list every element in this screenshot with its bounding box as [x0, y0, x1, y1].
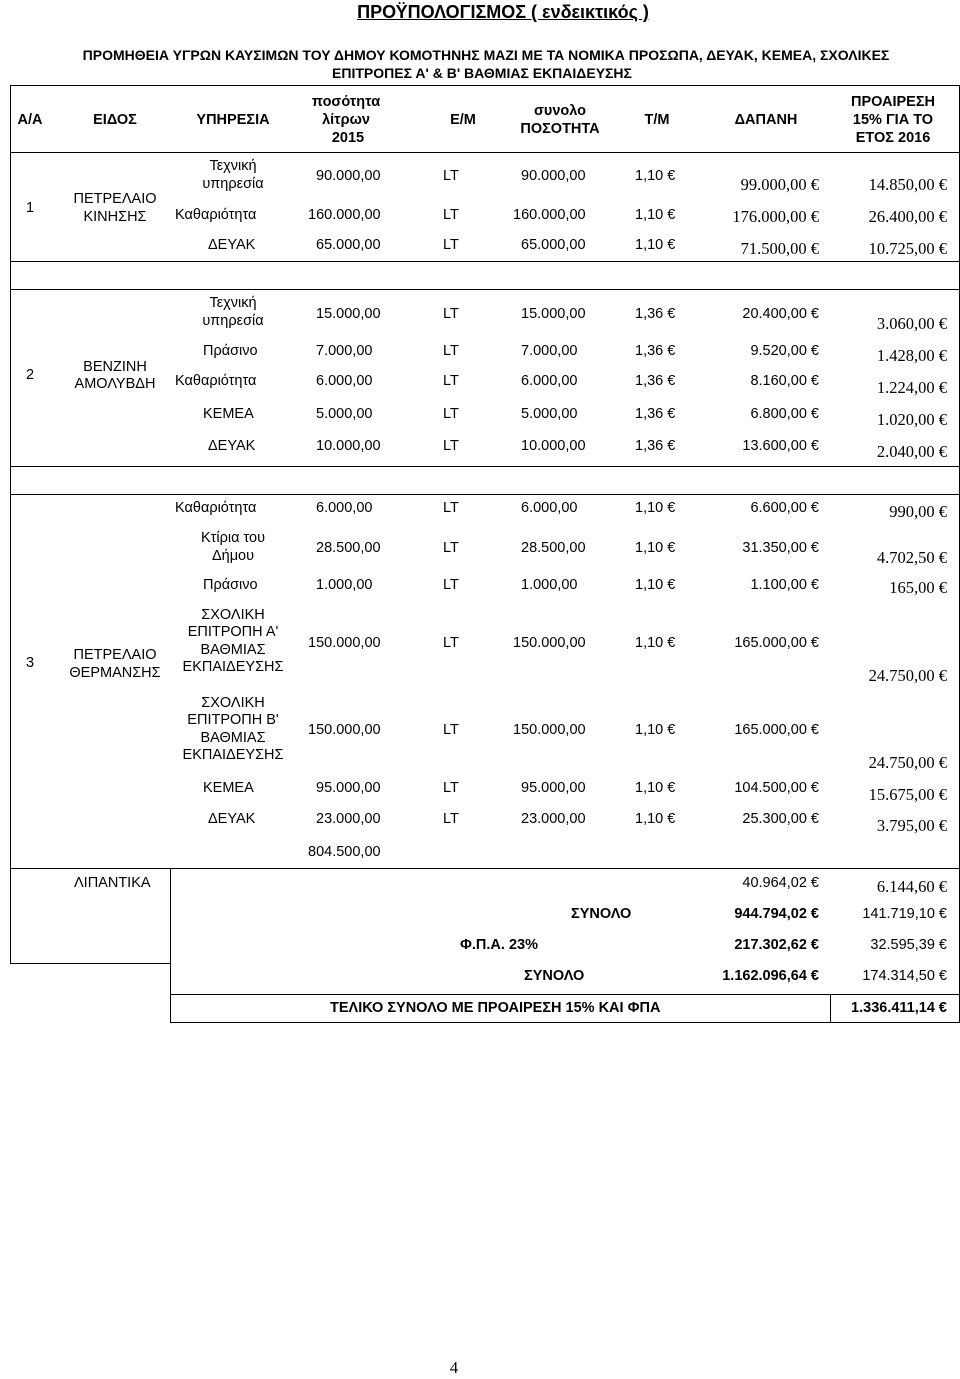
- s2-r4-qty: 5.000,00: [316, 406, 373, 422]
- s2-r1-service-2: υπηρεσία: [202, 313, 264, 329]
- header-row-divider: [10, 152, 960, 153]
- s1-r1-service-2: υπηρεσία: [202, 176, 264, 192]
- section-3-bottom: [10, 868, 960, 869]
- header-dapani: ΔΑΠΑΝΗ: [734, 112, 798, 128]
- section-1-type-1: ΠΕΤΡΕΛΑΙΟ: [73, 191, 157, 207]
- s3-r6-cost: 104.500,00 €: [734, 780, 819, 796]
- s1-r1-qty: 90.000,00: [316, 168, 381, 184]
- s2-r5-unit: LT: [443, 438, 459, 454]
- s1-r2-unit: LT: [443, 207, 459, 223]
- section-3-type-2: ΘΕΡΜΑΝΣΗΣ: [69, 665, 161, 681]
- s3-r5-total: 150.000,00: [513, 722, 586, 738]
- s1-r2-prov: 26.400,00 €: [868, 207, 947, 226]
- s3-r4-prov: 24.750,00 €: [868, 666, 947, 685]
- s3-r3-unit: LT: [443, 577, 459, 593]
- s2-r3-service: Καθαριότητα: [175, 373, 257, 389]
- s1-r1-service-1: Τεχνική: [209, 158, 257, 174]
- total-2-cost: 1.162.096,64 €: [722, 968, 819, 984]
- s1-r1-price: 1,10 €: [635, 168, 676, 184]
- s3-r1-total: 6.000,00: [521, 500, 578, 516]
- s3-r1-price: 1,10 €: [635, 500, 676, 516]
- s3-r5-price: 1,10 €: [635, 722, 676, 738]
- s3-r1-unit: LT: [443, 500, 459, 516]
- s1-r3-unit: LT: [443, 237, 459, 253]
- s3-r3-total: 1.000,00: [521, 577, 578, 593]
- s3-r4-price: 1,10 €: [635, 635, 676, 651]
- page-number: 4: [449, 1358, 459, 1377]
- s3-r2-qty: 28.500,00: [316, 540, 381, 556]
- s3-r7-cost: 25.300,00 €: [742, 811, 819, 827]
- s2-r2-cost: 9.520,00 €: [750, 343, 819, 359]
- header-ypiresia: ΥΠΗΡΕΣΙΑ: [196, 112, 270, 128]
- table-border-left: [10, 85, 11, 963]
- header-proairesi-3: ΕΤΟΣ 2016: [855, 130, 931, 146]
- s2-r2-unit: LT: [443, 343, 459, 359]
- lipantika-label: ΛΙΠΑΝΤΙΚΑ: [74, 875, 151, 891]
- header-proairesi-1: ΠΡΟΑΙΡΕΣΗ: [850, 94, 936, 110]
- s3-r3-prov: 165,00 €: [889, 578, 947, 597]
- s2-r3-qty: 6.000,00: [316, 373, 373, 389]
- lipantika-cost: 40.964,02 €: [742, 875, 819, 891]
- s2-r3-unit: LT: [443, 373, 459, 389]
- s2-r1-total: 15.000,00: [521, 306, 586, 322]
- s1-r2-qty: 160.000,00: [308, 207, 381, 223]
- s3-r5-service-4: ΕΚΠΑΙΔΕΥΣΗΣ: [182, 747, 284, 763]
- s3-r4-total: 150.000,00: [513, 635, 586, 651]
- s3-r3-qty: 1.000,00: [316, 577, 373, 593]
- header-tm: Τ/Μ: [644, 112, 670, 128]
- s3-r5-prov: 24.750,00 €: [868, 753, 947, 772]
- s1-r3-total: 65.000,00: [521, 237, 586, 253]
- lipantika-prov: 6.144,60 €: [876, 877, 947, 896]
- section-2-type-2: ΑΜΟΛΥΒΔΗ: [74, 376, 156, 392]
- s3-r6-service: ΚΕΜΕΑ: [203, 780, 254, 796]
- spacer-row-1-bottom: [10, 289, 960, 290]
- s3-r6-total: 95.000,00: [521, 780, 586, 796]
- subtitle-line-1: ΠΡΟΜΗΘΕΙΑ ΥΓΡΩΝ ΚΑΥΣΙΜΩΝ ΤΟΥ ΔΗΜΟΥ ΚΟΜΟΤΗΝΗΣ ΜΑΖΙ ΜΕ ΤΑ ΝΟΜΙΚΑ ΠΡΟΣΩΠΑ, ΔΕΥΑΚ, ΚΕΜΕΑ, ΣΧΟΛΙΚΕΣ: [82, 47, 890, 63]
- s3-r5-qty: 150.000,00: [308, 722, 381, 738]
- s3-r5-unit: LT: [443, 722, 459, 738]
- s2-r1-qty: 15.000,00: [316, 306, 381, 322]
- s2-r1-unit: LT: [443, 306, 459, 322]
- s2-r3-prov: 1.224,00 €: [876, 378, 947, 397]
- s3-r2-service-2: Δήμου: [211, 548, 255, 564]
- s2-r1-cost: 20.400,00 €: [742, 306, 819, 322]
- total-2-prov: 174.314,50 €: [862, 968, 947, 984]
- s3-r3-price: 1,10 €: [635, 577, 676, 593]
- s3-r4-cost: 165.000,00 €: [734, 635, 819, 651]
- s2-r3-price: 1,36 €: [635, 373, 676, 389]
- s3-r6-qty: 95.000,00: [316, 780, 381, 796]
- s1-r3-prov: 10.725,00 €: [868, 239, 947, 258]
- s2-r5-service: ΔΕΥΑΚ: [208, 438, 256, 454]
- s3-r1-service: Καθαριότητα: [175, 500, 257, 516]
- s3-r2-service-1: Κτίρια του: [200, 530, 266, 546]
- s2-r1-prov: 3.060,00 €: [876, 314, 947, 333]
- s2-r4-prov: 1.020,00 €: [876, 410, 947, 429]
- s3-r7-unit: LT: [443, 811, 459, 827]
- s2-r2-qty: 7.000,00: [316, 343, 373, 359]
- s3-r3-cost: 1.100,00 €: [750, 577, 819, 593]
- s3-r7-qty: 23.000,00: [316, 811, 381, 827]
- s1-r2-total: 160.000,00: [513, 207, 586, 223]
- header-aa: Α/Α: [17, 112, 43, 128]
- s2-r2-total: 7.000,00: [521, 343, 578, 359]
- s3-r7-price: 1,10 €: [635, 811, 676, 827]
- spacer-row-2-bottom: [10, 494, 960, 495]
- s1-r1-prov: 14.850,00 €: [868, 175, 947, 194]
- s2-r4-price: 1,36 €: [635, 406, 676, 422]
- s3-r4-qty: 150.000,00: [308, 635, 381, 651]
- s1-r2-service: Καθαριότητα: [175, 207, 257, 223]
- s3-r1-cost: 6.600,00 €: [750, 500, 819, 516]
- s3-r6-price: 1,10 €: [635, 780, 676, 796]
- s2-r5-cost: 13.600,00 €: [742, 438, 819, 454]
- s3-r7-service: ΔΕΥΑΚ: [208, 811, 256, 827]
- final-total-label: ΤΕΛΙΚΟ ΣΥΝΟΛΟ ΜΕ ΠΡΟΑΙΡΕΣΗ 15% ΚΑΙ ΦΠΑ: [330, 1000, 661, 1016]
- header-posotita-2: λίτρων: [322, 112, 370, 128]
- left-block-bottom: [10, 963, 170, 964]
- s2-r1-service-1: Τεχνική: [209, 295, 257, 311]
- header-eidos: ΕΙΔΟΣ: [93, 112, 137, 128]
- s1-r1-total: 90.000,00: [521, 168, 586, 184]
- s3-r5-service-1: ΣΧΟΛΙΚΗ: [201, 695, 265, 711]
- s2-r4-cost: 6.800,00 €: [750, 406, 819, 422]
- s2-r5-price: 1,36 €: [635, 438, 676, 454]
- header-posotita-1: ποσότητα: [311, 94, 381, 110]
- s1-r3-service: ΔΕΥΑΚ: [208, 237, 256, 253]
- s3-r2-unit: LT: [443, 540, 459, 556]
- s2-r3-total: 6.000,00: [521, 373, 578, 389]
- header-synolo-1: συνολο: [533, 103, 587, 119]
- s3-r4-service-3: ΒΑΘΜΙΑΣ: [200, 642, 266, 658]
- s2-r5-total: 10.000,00: [521, 438, 586, 454]
- s3-r4-service-1: ΣΧΟΛΙΚΗ: [201, 607, 265, 623]
- section-2-bottom: [10, 466, 960, 467]
- s2-r3-cost: 8.160,00 €: [750, 373, 819, 389]
- s2-r2-service: Πράσινο: [203, 343, 258, 359]
- section-2-type-1: ΒΕΝΖΙΝΗ: [83, 359, 147, 375]
- s3-r7-prov: 3.795,00 €: [876, 816, 947, 835]
- header-posotita-3: 2015: [331, 130, 365, 146]
- section-1-number: 1: [25, 200, 35, 216]
- s3-r6-unit: LT: [443, 780, 459, 796]
- s3-r7-total: 23.000,00: [521, 811, 586, 827]
- fpa-cost: 217.302,62 €: [734, 937, 819, 953]
- final-row-top: [170, 994, 960, 995]
- s1-r1-unit: LT: [443, 168, 459, 184]
- s1-r2-cost: 176.000,00 €: [732, 207, 819, 226]
- s3-r2-cost: 31.350,00 €: [742, 540, 819, 556]
- s3-r1-qty: 6.000,00: [316, 500, 373, 516]
- total-1-prov: 141.719,10 €: [862, 906, 947, 922]
- s3-r2-prov: 4.702,50 €: [876, 548, 947, 567]
- section-1-type-2: ΚΙΝΗΣΗΣ: [83, 209, 147, 225]
- fpa-label: Φ.Π.Α. 23%: [460, 937, 538, 953]
- s3-r4-service-4: ΕΚΠΑΙΔΕΥΣΗΣ: [182, 659, 284, 675]
- s1-r3-price: 1,10 €: [635, 237, 676, 253]
- s3-r4-unit: LT: [443, 635, 459, 651]
- s2-r5-qty: 10.000,00: [316, 438, 381, 454]
- s2-r4-service: ΚΕΜΕΑ: [203, 406, 254, 422]
- final-value-divider: [830, 994, 831, 1022]
- page-title: ΠΡΟΫΠΟΛΟΓΙΣΜΟΣ ( ενδεικτικός ): [357, 2, 649, 22]
- section-2-number: 2: [25, 367, 35, 383]
- subtitle-line-2: ΕΠΙΤΡΟΠΕΣ Α' & Β' ΒΑΘΜΙΑΣ ΕΚΠΑΙΔΕΥΣΗΣ: [332, 65, 632, 81]
- s3-r6-prov: 15.675,00 €: [868, 785, 947, 804]
- s3-r5-service-2: ΕΠΙΤΡΟΠΗ Β': [187, 712, 279, 728]
- s2-r2-price: 1,36 €: [635, 343, 676, 359]
- section-3-type-1: ΠΕΤΡΕΛΑΙΟ: [73, 647, 157, 663]
- total-2-label: ΣΥΝΟΛΟ: [524, 968, 585, 984]
- s3-subtotal-qty: 804.500,00: [308, 844, 381, 860]
- s3-r1-prov: 990,00 €: [889, 502, 947, 521]
- s2-r5-prov: 2.040,00 €: [876, 442, 947, 461]
- header-synolo-2: ΠΟΣΟΤΗΤΑ: [520, 121, 600, 137]
- final-total-value: 1.336.411,14 €: [851, 1000, 947, 1016]
- header-proairesi-2: 15% ΓΙΑ ΤΟ: [852, 112, 934, 128]
- s2-r2-prov: 1.428,00 €: [876, 346, 947, 365]
- header-em: Ε/Μ: [450, 112, 476, 128]
- section-1-bottom: [10, 261, 960, 262]
- s3-r2-total: 28.500,00: [521, 540, 586, 556]
- fpa-prov: 32.595,39 €: [870, 937, 947, 953]
- s2-r4-unit: LT: [443, 406, 459, 422]
- s2-r1-price: 1,36 €: [635, 306, 676, 322]
- s1-r3-qty: 65.000,00: [316, 237, 381, 253]
- table-border-top: [10, 85, 960, 86]
- s3-r2-price: 1,10 €: [635, 540, 676, 556]
- s3-r3-service: Πράσινο: [203, 577, 258, 593]
- final-border-left: [170, 868, 171, 1022]
- s3-r5-cost: 165.000,00 €: [734, 722, 819, 738]
- s3-r4-service-2: ΕΠΙΤΡΟΠΗ Α': [187, 624, 279, 640]
- total-1-cost: 944.794,02 €: [734, 906, 819, 922]
- table-border-bottom: [170, 1022, 960, 1023]
- total-1-label: ΣΥΝΟΛΟ: [571, 906, 632, 922]
- s1-r2-price: 1,10 €: [635, 207, 676, 223]
- section-3-number: 3: [25, 655, 35, 671]
- s2-r4-total: 5.000,00: [521, 406, 578, 422]
- s1-r1-cost: 99.000,00 €: [740, 175, 819, 194]
- s3-r5-service-3: ΒΑΘΜΙΑΣ: [200, 730, 266, 746]
- s1-r3-cost: 71.500,00 €: [740, 239, 819, 258]
